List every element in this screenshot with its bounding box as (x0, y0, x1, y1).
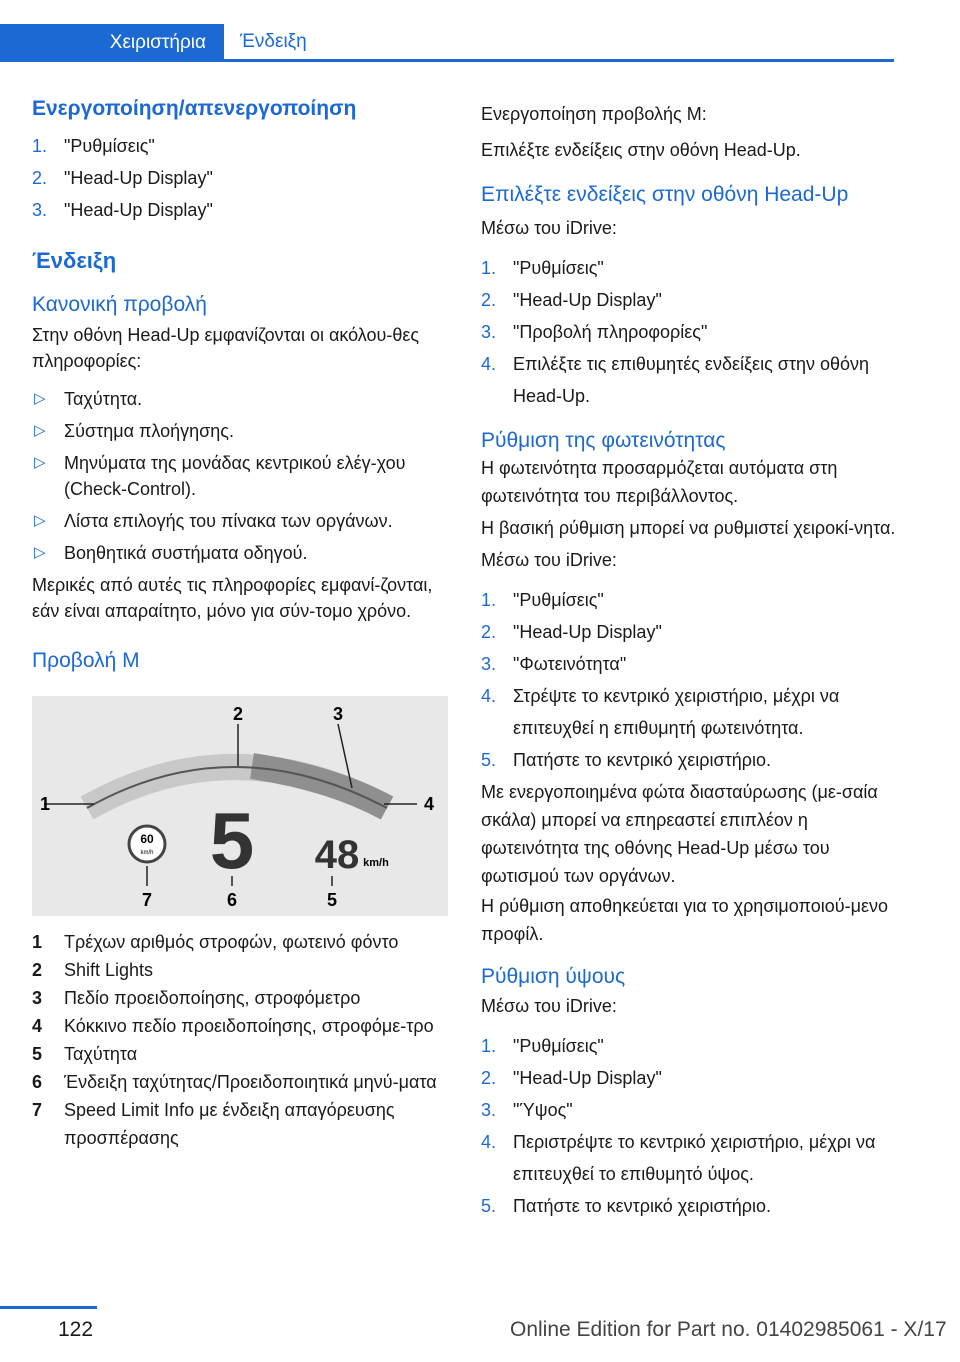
list-item: 2. "Head-Up Display" (481, 1068, 662, 1088)
via-text: Μέσω του iDrive: (481, 218, 617, 238)
list-item: 3. "Head-Up Display" (32, 200, 213, 220)
speed-unit: km/h (363, 857, 389, 869)
list-item: 2. "Head-Up Display" (481, 290, 662, 310)
gear-digit: 5 (209, 796, 255, 885)
list-item: ▷ Μηνύματα της μονάδας κεντρικού ελέγ-χου (Check-Control). (34, 453, 406, 499)
footer-edition: Online Edition for Part no. 01402985061 - X/17 (510, 1318, 947, 1341)
legend-item: 5 Ταχύτητα (32, 1044, 138, 1064)
note-text: Μερικές από αυτές τις πληροφορίες εμφανί-ζονται, εάν είναι απαραίτητο, μόνο για σύν-τομο χρόνο. (32, 575, 433, 621)
list-item: 2. "Head-Up Display" (481, 622, 662, 642)
footer-rule (0, 1306, 97, 1309)
legend-item: 2 Shift Lights (32, 960, 154, 980)
subsection-tab[interactable]: Ένδειξη (224, 24, 894, 62)
left-column (32, 96, 448, 1152)
brightness-p1: Η φωτεινότητα προσαρμόζεται αυτόματα στη φωτεινότητα του περιβάλλοντος. (481, 458, 838, 506)
brightness-p4: Η ρύθμιση αποθηκεύεται για το χρησιμοποιού-μενο προφίλ. (481, 896, 888, 944)
list-item: ▷ Λίστα επιλογής του πίνακα των οργάνων. (34, 511, 393, 531)
brightness-p3: Με ενεργοποιημένα φώτα διασταύρωσης (με-σαία σκάλα) μπορεί να επηρεαστεί επιπλέον η φωτεινότητα της οθόνης Head-Up μέσω του φωτισμού των οργάνων. (481, 782, 878, 886)
heading-select: Επιλέξτε ενδείξεις στην οθόνη Head-Up (481, 183, 849, 206)
heading-m: Προβολή M (32, 649, 140, 672)
right-column (481, 96, 896, 1222)
brightness-p2: Η βασική ρύθμιση μπορεί να ρυθμιστεί χειροκί-νητα. (481, 518, 896, 538)
list-item: 3. "Προβολή πληροφορίες" (481, 322, 708, 342)
legend-item: 3 Πεδίο προειδοποίησης, στροφόμετρο (32, 988, 361, 1008)
legend-item: 1 Τρέχων αριθμός στροφών, φωτεινό φόντο (32, 932, 399, 952)
list-item: 4. Στρέψτε το κεντρικό χειριστήριο, μέχρι να επιτευχθεί η επιθυμητή φωτεινότητα. (481, 686, 840, 738)
heading-normal: Κανονική προβολή (32, 293, 207, 316)
m-on-text: Ενεργοποίηση προβολής M: (481, 104, 707, 124)
page-number: 122 (58, 1318, 94, 1341)
legend-item: 6 Ένδειξη ταχύτητας/Προειδοποιητικά μηνύ-ματα (32, 1072, 437, 1092)
list-item: ▷ Ταχύτητα. (34, 389, 143, 409)
list-item: 1. "Ρυθμίσεις" (32, 136, 155, 156)
hud-illustration (32, 696, 448, 916)
list-item: 3. "Φωτεινότητα" (481, 654, 627, 674)
list-item: 1. "Ρυθμίσεις" (481, 1036, 604, 1056)
header-bar (0, 24, 894, 62)
steps-height (481, 1030, 896, 1222)
heading-height: Ρύθμιση ύψους (481, 965, 626, 988)
speed-limit-unit: km/h (140, 850, 154, 856)
list-item: 5. Πατήστε το κεντρικό χειριστήριο. (481, 1196, 771, 1216)
callout-1: 1 (40, 794, 51, 814)
intro-text: Στην οθόνη Head-Up εμφανίζονται οι ακόλου-θες πληροφορίες: (32, 325, 420, 371)
m-select-text: Επιλέξτε ενδείξεις στην οθόνη Head-Up. (481, 140, 801, 160)
list-item: ▷ Σύστημα πλοήγησης. (34, 421, 234, 441)
list-item: 2. "Head-Up Display" (32, 168, 213, 188)
callout-3: 3 (332, 704, 344, 724)
speed-limit-value: 60 (140, 832, 154, 846)
steps-select (481, 252, 896, 412)
list-item: 1. "Ρυθμίσεις" (481, 590, 604, 610)
list-item: 4. Επιλέξτε τις επιθυμητές ενδείξεις στην οθόνη Head-Up. (481, 354, 870, 406)
legend-item: 7 Speed Limit Info με ένδειξη απαγόρευσης προσπέρασης (32, 1100, 395, 1148)
list-item: 4. Περιστρέψτε το κεντρικό χειριστήριο, μέχρι να επιτευχθεί το επιθυμητό ύψος. (481, 1132, 876, 1184)
callout-6: 6 (226, 890, 238, 910)
callout-4: 4 (424, 794, 435, 814)
speed-value: 48 (314, 833, 360, 877)
section-tab[interactable]: Χειριστήρια (0, 24, 224, 62)
list-item: 1. "Ρυθμίσεις" (481, 258, 604, 278)
callout-7: 7 (141, 890, 153, 910)
hud-diagram (32, 696, 448, 916)
callout-5: 5 (326, 890, 338, 910)
list-item: ▷ Βοηθητικά συστήματα οδηγού. (34, 543, 308, 563)
heading-display: Ένδειξη (32, 248, 117, 273)
steps-brightness (481, 584, 896, 776)
heading-brightness: Ρύθμιση της φωτεινότητας (481, 429, 726, 452)
heading-onoff: Ενεργοποίηση/απενεργοποίηση (32, 97, 357, 120)
callout-2: 2 (232, 704, 244, 724)
list-item: 5. Πατήστε το κεντρικό χειριστήριο. (481, 750, 771, 770)
list-item: 3. "Ύψος" (481, 1100, 573, 1120)
steps-onoff (32, 130, 448, 226)
info-bullets (32, 386, 448, 566)
diagram-legend (32, 928, 448, 1152)
via-text-3: Μέσω του iDrive: (481, 996, 617, 1016)
via-text-2: Μέσω του iDrive: (481, 550, 617, 570)
legend-item: 4 Κόκκινο πεδίο προειδοποίησης, στροφόμε-τρο (32, 1016, 434, 1036)
